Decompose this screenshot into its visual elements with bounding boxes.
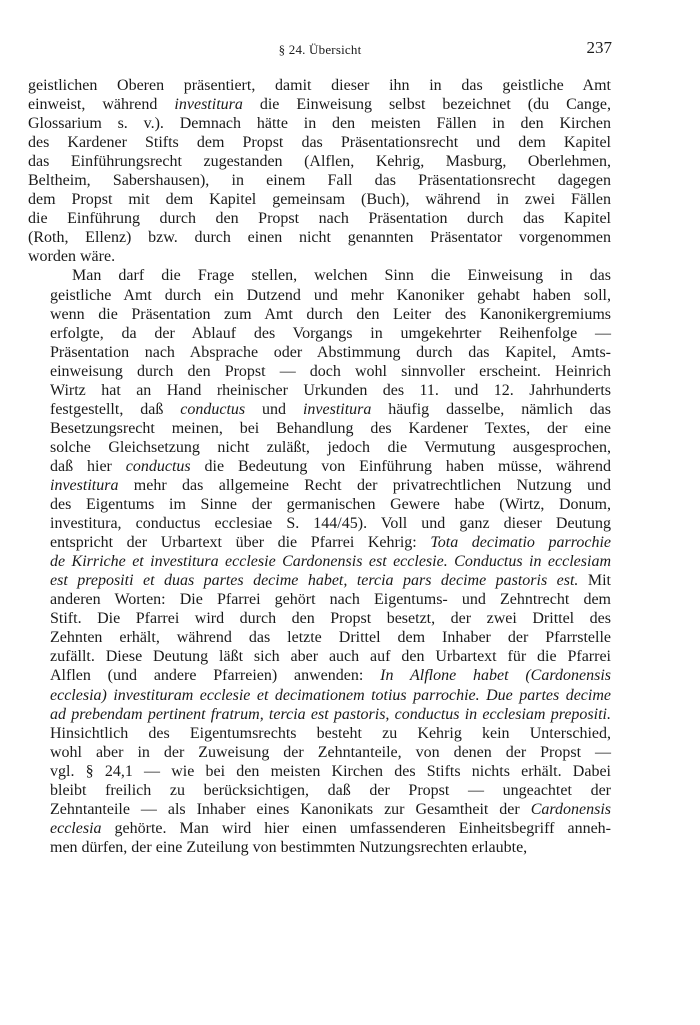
text-run: anderen Worten: Die Pfarrei gehört nach Eigentums- und Zehntrecht dem: [50, 591, 611, 609]
text-run: solche Gleichsetzung nicht zuläßt, jedoch die Vermutung ausgesprochen,: [50, 438, 611, 456]
text-run: festgestellt, daß: [50, 400, 181, 418]
italic-phrase: In Alflone habet (Cardonensis: [380, 667, 611, 685]
text-line: [28, 266, 611, 285]
text-line: [28, 590, 611, 609]
italic-phrase: conductus: [180, 400, 246, 418]
text-run: bleibt freilich zu berücksichtigen, daß der Propst — ungeachtet der: [50, 781, 611, 799]
italic-phrase: est prepositi et duas partes decime habet, tercia pars decime pastoris est.: [50, 572, 579, 590]
text-line: [28, 571, 611, 590]
text-run: men dürfen, der eine Zuteilung von bestimmten Nutzungsrechten erlaubte,: [50, 838, 528, 856]
text-run: entspricht der Urbartext über die Pfarrei Kehrig:: [50, 534, 431, 552]
text-line: [28, 514, 611, 533]
text-run: Zehnten erhält, während das letzte Drittel dem Inhaber der Pfarrstelle: [50, 629, 611, 647]
text-line: [28, 686, 611, 705]
text-line: [28, 457, 611, 476]
text-run: geistlichen Oberen präsentiert, damit dieser ihn in das geistliche Amt: [28, 77, 611, 94]
text-line: [28, 743, 611, 762]
text-run: häufig dasselbe, nämlich das: [371, 400, 611, 418]
text-run: die Einweisung selbst bezeichnet (du Cange,: [242, 96, 612, 114]
italic-phrase: investitura: [302, 400, 372, 418]
text-line: [28, 781, 611, 800]
text-line: [28, 495, 611, 514]
text-run: Beltheim, Sabershausen), in einem Fall das Präsentationsrecht dagegen: [28, 172, 611, 190]
italic-phrase: Cardonensis: [530, 800, 611, 818]
text-run: Stift. Die Pfarrei wird durch den Propst besetzt, der zwei Drittel des: [50, 610, 611, 628]
text-run: Mit: [578, 572, 611, 590]
text-run: die Einführung durch den Propst nach Präsentation durch das Kapitel: [28, 210, 611, 228]
italic-phrase: ad prebendam pertinent fratrum, tercia est pastoris, conductus in ecclesiam prepositi.: [50, 705, 611, 723]
text-run: Wirtz hat an Hand rheinischer Urkunden des 11. und 12. Jahrhunderts: [50, 381, 611, 399]
text-run: Man darf die Frage stellen, welchen Sinn die Einweisung in das: [72, 267, 611, 285]
text-run: des Kardener Stifts dem Propst das Präsentationsrecht und dem Kapitel: [28, 134, 611, 152]
text-line: [28, 114, 611, 133]
text-line: [28, 76, 611, 95]
page-number: 237: [586, 38, 612, 57]
text-line: [28, 381, 611, 400]
text-line: [28, 133, 611, 152]
text-run: das Einführungsrecht zugestanden (Alflen, Kehrig, Masburg, Oberlehmen,: [28, 153, 611, 171]
text-run: die Bedeutung von Einführung haben müsse, während: [190, 457, 611, 475]
text-run: und: [245, 400, 303, 418]
italic-phrase: ecclesia) investituram ecclesie et decimationem totius parrochie. Due partes decime: [50, 686, 611, 704]
text-line: [28, 362, 611, 381]
text-run: dem Propst mit dem Kapitel gemeinsam (Buch), während in zwei Fällen: [28, 191, 611, 209]
text-line: [28, 152, 611, 171]
text-line: [28, 762, 611, 781]
text-line: [28, 286, 611, 305]
text-line: [28, 476, 611, 495]
italic-phrase: Tota decimatio parrochie: [430, 534, 611, 552]
italic-phrase: investitura: [174, 96, 243, 114]
text-run: zufällt. Diese Deutung läßt sich aber auch auf den Urbartext für die Pfarrei: [50, 648, 611, 666]
text-line: [28, 324, 611, 343]
text-line: [28, 438, 611, 457]
text-line: [28, 705, 611, 724]
text-line: [28, 343, 611, 362]
running-head: § 24. Übersicht: [278, 42, 362, 57]
text-run: Hinsichtlich des Eigentumsrechts besteht zu Kehrig kein Unterschied,: [50, 724, 611, 742]
text-line: [28, 647, 611, 666]
text-line: [28, 838, 611, 857]
text-run: daß hier: [50, 457, 126, 475]
paragraph: [28, 266, 611, 856]
text-run: wenn die Präsentation zum Amt durch den Leiter des Kanonikergremiums: [50, 305, 611, 323]
italic-phrase: de Kirriche et investitura ecclesie Cardonensis est ecclesie. Conductus in ecclesiam: [50, 553, 611, 571]
text-run: des Eigentums im Sinne der germanischen Gewere habe (Wirtz, Donum,: [50, 496, 611, 514]
text-line: [28, 305, 611, 324]
text-line: [28, 533, 611, 552]
text-run: vgl. § 24,1 — wie bei den meisten Kirchen des Stifts nichts erhält. Dabei: [50, 762, 611, 780]
text-run: Besetzungsrecht meinen, bei Behandlung des Kardener Textes, der eine: [50, 419, 611, 437]
text-line: [28, 800, 611, 819]
paragraph: [28, 76, 611, 266]
text-run: investitura, conductus ecclesiae S. 144/45). Voll und ganz dieser Deutung: [50, 515, 611, 533]
text-run: wohl aber in der Zuweisung der Zehntanteile, von denen der Propst —: [50, 743, 611, 761]
text-line: [28, 628, 611, 647]
text-line: [28, 552, 611, 571]
text-run: mehr das allgemeine Recht der privatrechtlichen Nutzung und: [118, 476, 611, 494]
text-run: Alflen (und andere Pfarreien) anwenden:: [50, 667, 381, 685]
text-line: [28, 190, 611, 209]
text-run: geistliche Amt durch ein Dutzend und mehr Kanoniker gehabt haben soll,: [50, 286, 611, 304]
text-run: erfolgte, da der Ablauf des Vorgangs in umgekehrter Reihenfolge —: [50, 324, 611, 342]
text-line: [28, 171, 611, 190]
text-line: [28, 819, 611, 838]
text-line: [28, 609, 611, 628]
text-line: [28, 228, 611, 247]
body-text: [28, 76, 611, 857]
text-run: (Roth, Ellenz) bzw. durch einen nicht genannten Präsentator vorgenommen: [28, 229, 611, 247]
text-run: einweist, während: [28, 96, 175, 114]
text-run: gehörte. Man wird hier einen umfassenderen Einheitsbegriff anneh-: [101, 819, 611, 837]
text-line: [28, 666, 611, 685]
text-run: worden wäre.: [28, 248, 116, 266]
text-line: [28, 419, 611, 438]
text-run: Präsentation nach Absprache oder Abstimmung durch das Kapitel, Amts-: [50, 343, 611, 361]
page-header: [28, 38, 612, 62]
italic-phrase: ecclesia: [50, 819, 102, 837]
text-line: [28, 400, 611, 419]
text-line: [28, 209, 611, 228]
text-run: einweisung durch den Propst — doch wohl sinnvoller erscheint. Heinrich: [50, 362, 611, 380]
text-run: Glossarium s. v.). Demnach hätte in den meisten Fällen in den Kirchen: [28, 115, 611, 133]
text-line: [28, 724, 611, 743]
text-line: [28, 247, 611, 266]
italic-phrase: conductus: [125, 457, 191, 475]
text-run: Zehntanteile — als Inhaber eines Kanonikats zur Gesamtheit der: [50, 800, 531, 818]
text-line: [28, 95, 611, 114]
italic-phrase: investitura: [50, 476, 119, 494]
